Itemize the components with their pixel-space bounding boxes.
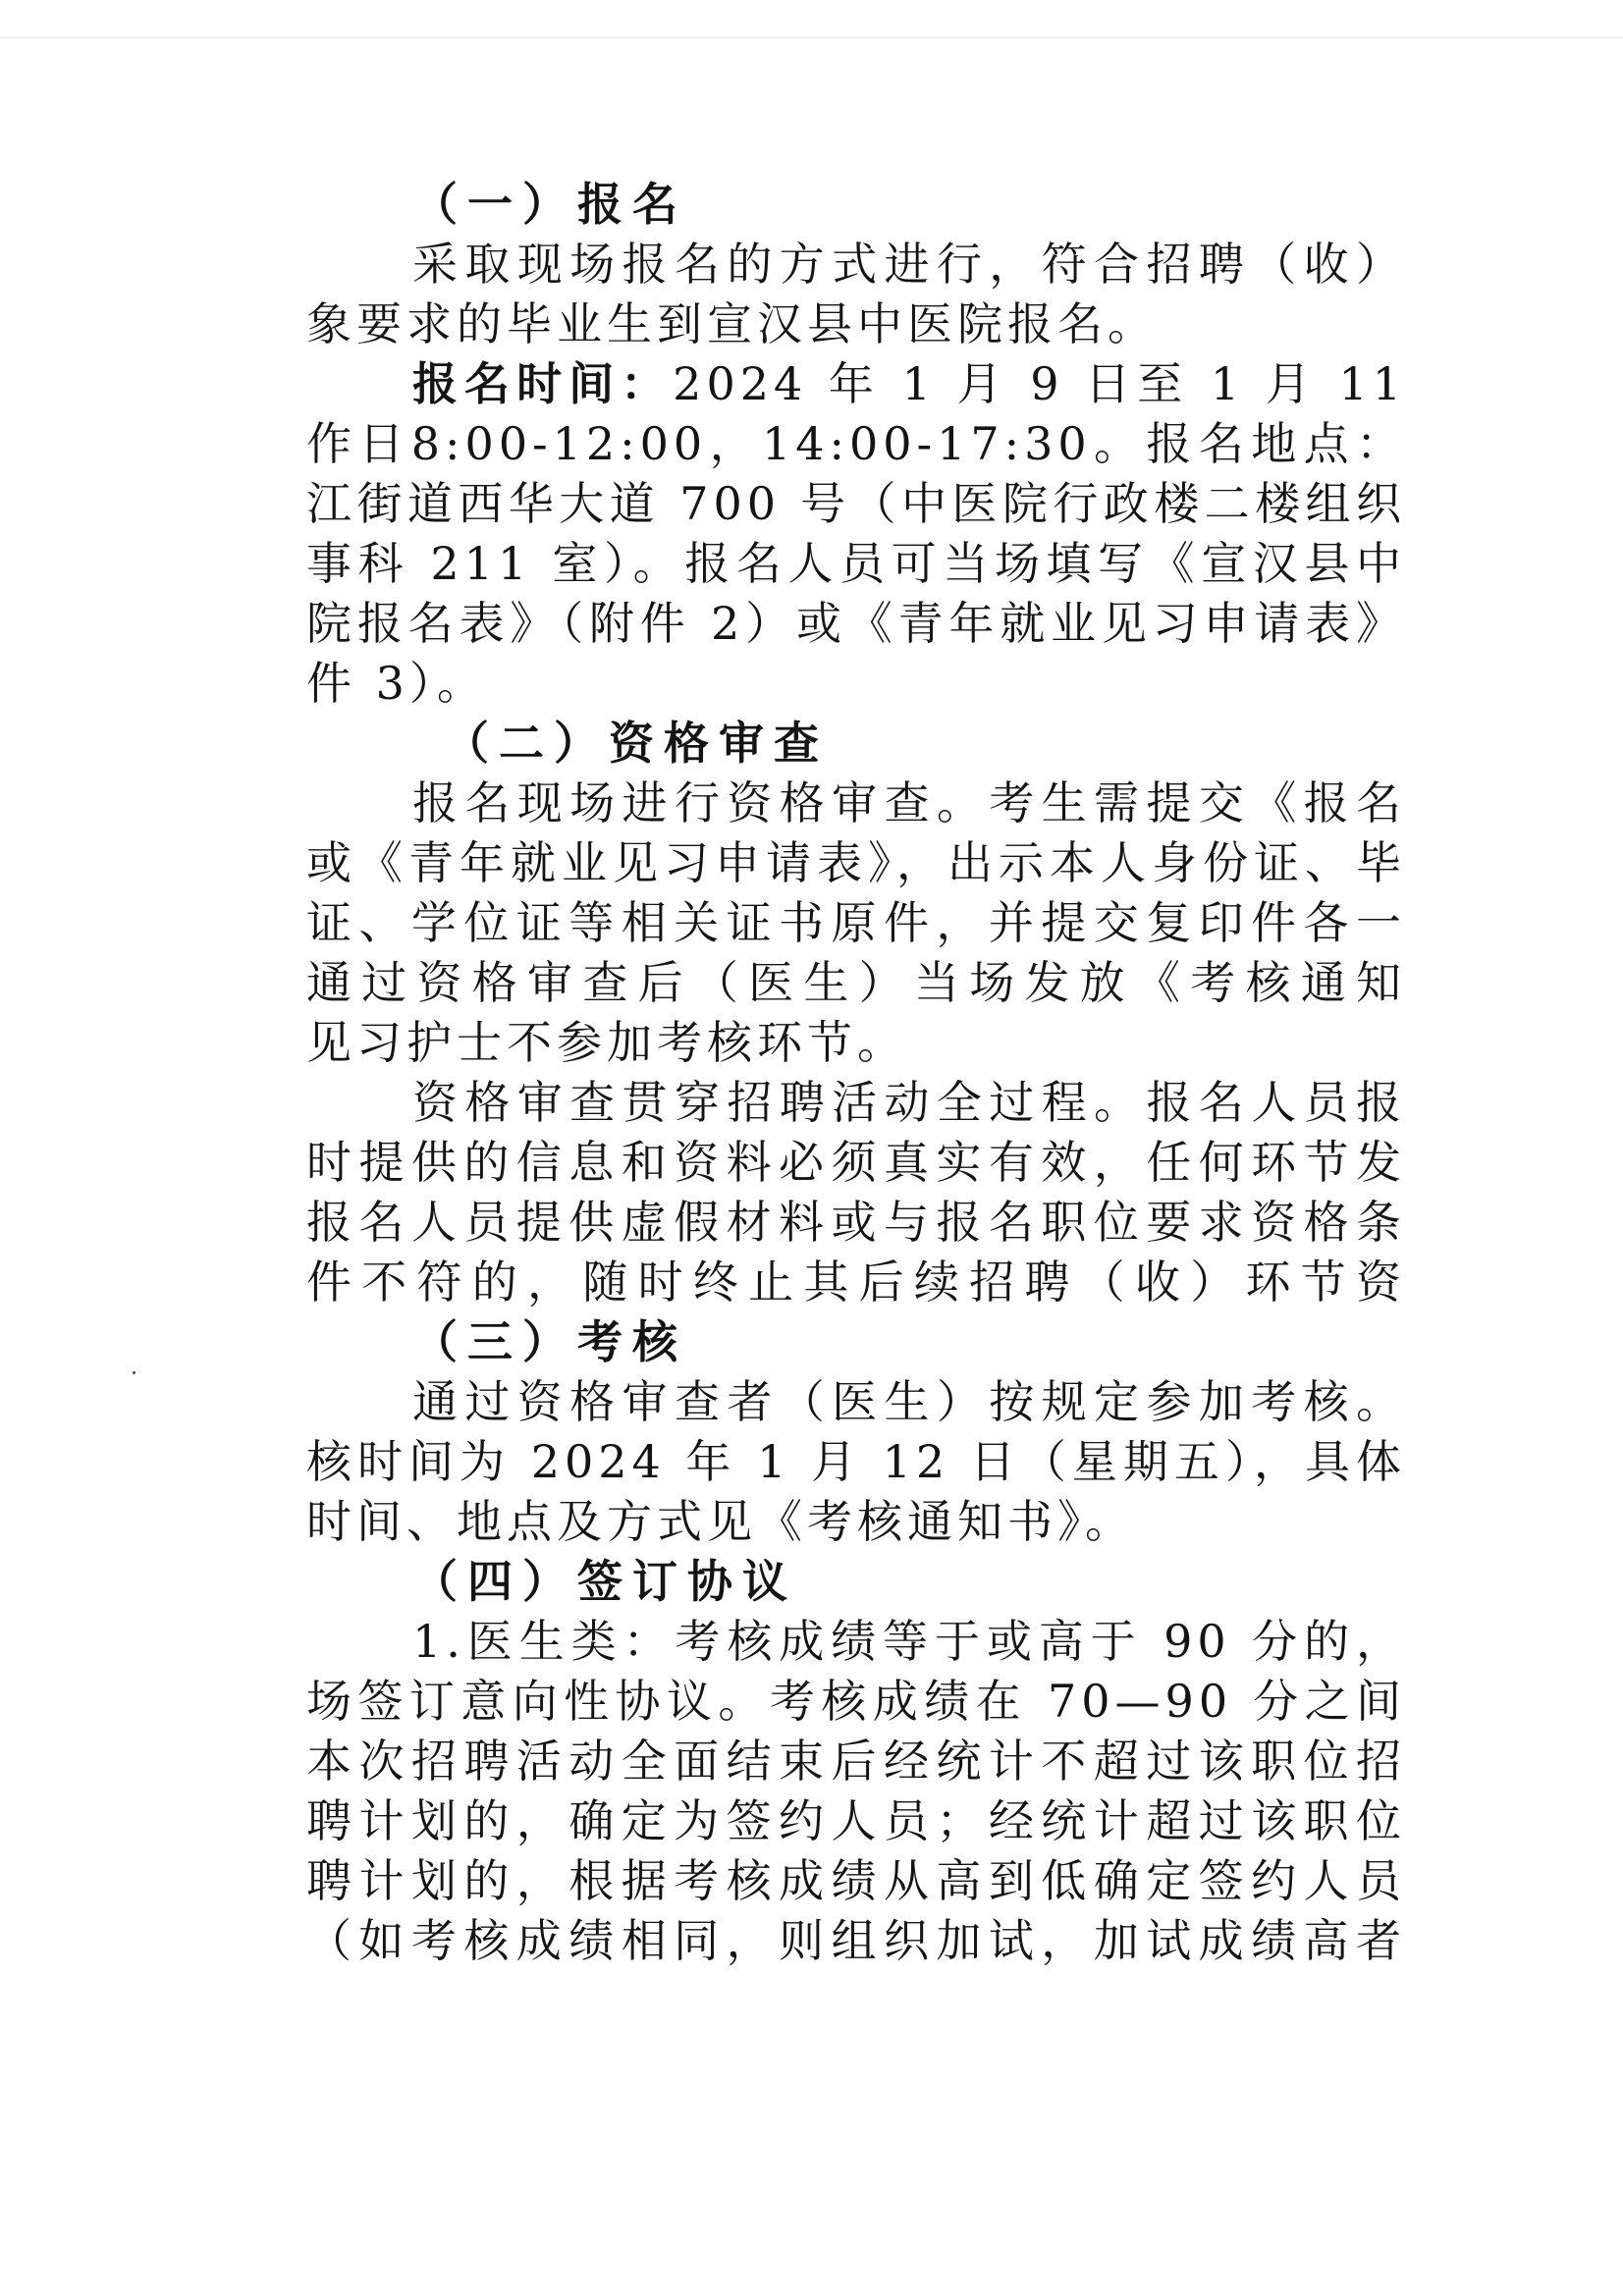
registration-time-text: 2024 年 1 月 9 日至 1 月 11 <box>673 357 1406 410</box>
paragraph-line: 时提供的信息和资料必须真实有效，任何环节发 <box>306 1136 1406 1189</box>
paragraph-line: 见习护士不参加考核环节。 <box>306 1016 907 1069</box>
paragraph-line: 事科 211 室）。报名人员可当场填写《宣汉县中 <box>306 537 1406 590</box>
paragraph-line: 1.医生类：考核成绩等于或高于 90 分的， <box>412 1615 1406 1668</box>
paragraph-line: 本次招聘活动全面结束后经统计不超过该职位招 <box>306 1735 1406 1788</box>
paragraph-line: 或《青年就业见习申请表》，出示本人身份证、毕 <box>306 836 1406 889</box>
registration-time-line <box>306 354 1406 414</box>
paragraph-line: 采取现场报名的方式进行，符合招聘（收） <box>412 238 1406 291</box>
section-heading-assessment: （三）考核 <box>412 1315 687 1368</box>
paragraph-line: 通过资格审查后（医生）当场发放《考核通知 <box>306 956 1406 1009</box>
paragraph-line: 聘计划的，确定为签约人员；经统计超过该职位 <box>306 1794 1406 1847</box>
paragraph-line: 件不符的，随时终止其后续招聘（收）环节资 <box>306 1255 1406 1308</box>
section-heading-agreement: （四）签订协议 <box>412 1555 797 1608</box>
paragraph-line: 报名人员提供虚假材料或与报名职位要求资格条 <box>306 1196 1406 1249</box>
scan-speck <box>133 1371 135 1374</box>
paragraph-line: 聘计划的，根据考核成绩从高到低确定签约人员 <box>306 1854 1406 1907</box>
paragraph-line: 证、学位证等相关证书原件，并提交复印件各一 <box>306 896 1406 949</box>
document-body <box>306 175 1406 1971</box>
paragraph-line: 场签订意向性协议。考核成绩在 70—90 分之间 <box>306 1675 1406 1728</box>
paragraph-line: 江街道西华大道 700 号（中医院行政楼二楼组织 <box>306 477 1406 530</box>
section-heading-qualification: （二）资格审查 <box>444 717 829 770</box>
paragraph-line: 通过资格审查者（医生）按规定参加考核。 <box>412 1375 1406 1428</box>
paragraph-line: 件 3）。 <box>306 657 487 710</box>
section-heading-registration: （一）报名 <box>412 178 687 231</box>
paragraph-line: 院报名表》（附件 2）或《青年就业见习申请表》 <box>306 597 1406 650</box>
scan-edge-line <box>0 37 1623 38</box>
paragraph-line: 象要求的毕业生到宣汉县中医院报名。 <box>306 297 1158 350</box>
paragraph-line: 报名现场进行资格审查。考生需提交《报名 <box>412 776 1406 829</box>
paragraph-line: 时间、地点及方式见《考核通知书》。 <box>306 1495 1135 1548</box>
paragraph-line: （如考核成绩相同，则组织加试，加试成绩高者 <box>306 1914 1406 1967</box>
paragraph-line: 资格审查贯穿招聘活动全过程。报名人员报 <box>412 1076 1406 1129</box>
registration-time-label: 报名时间： <box>412 357 674 410</box>
paragraph-line: 作日8:00-12:00，14:00-17:30。报名地点： <box>306 417 1406 470</box>
paragraph-line: 核时间为 2024 年 1 月 12 日（星期五），具体 <box>306 1435 1406 1488</box>
